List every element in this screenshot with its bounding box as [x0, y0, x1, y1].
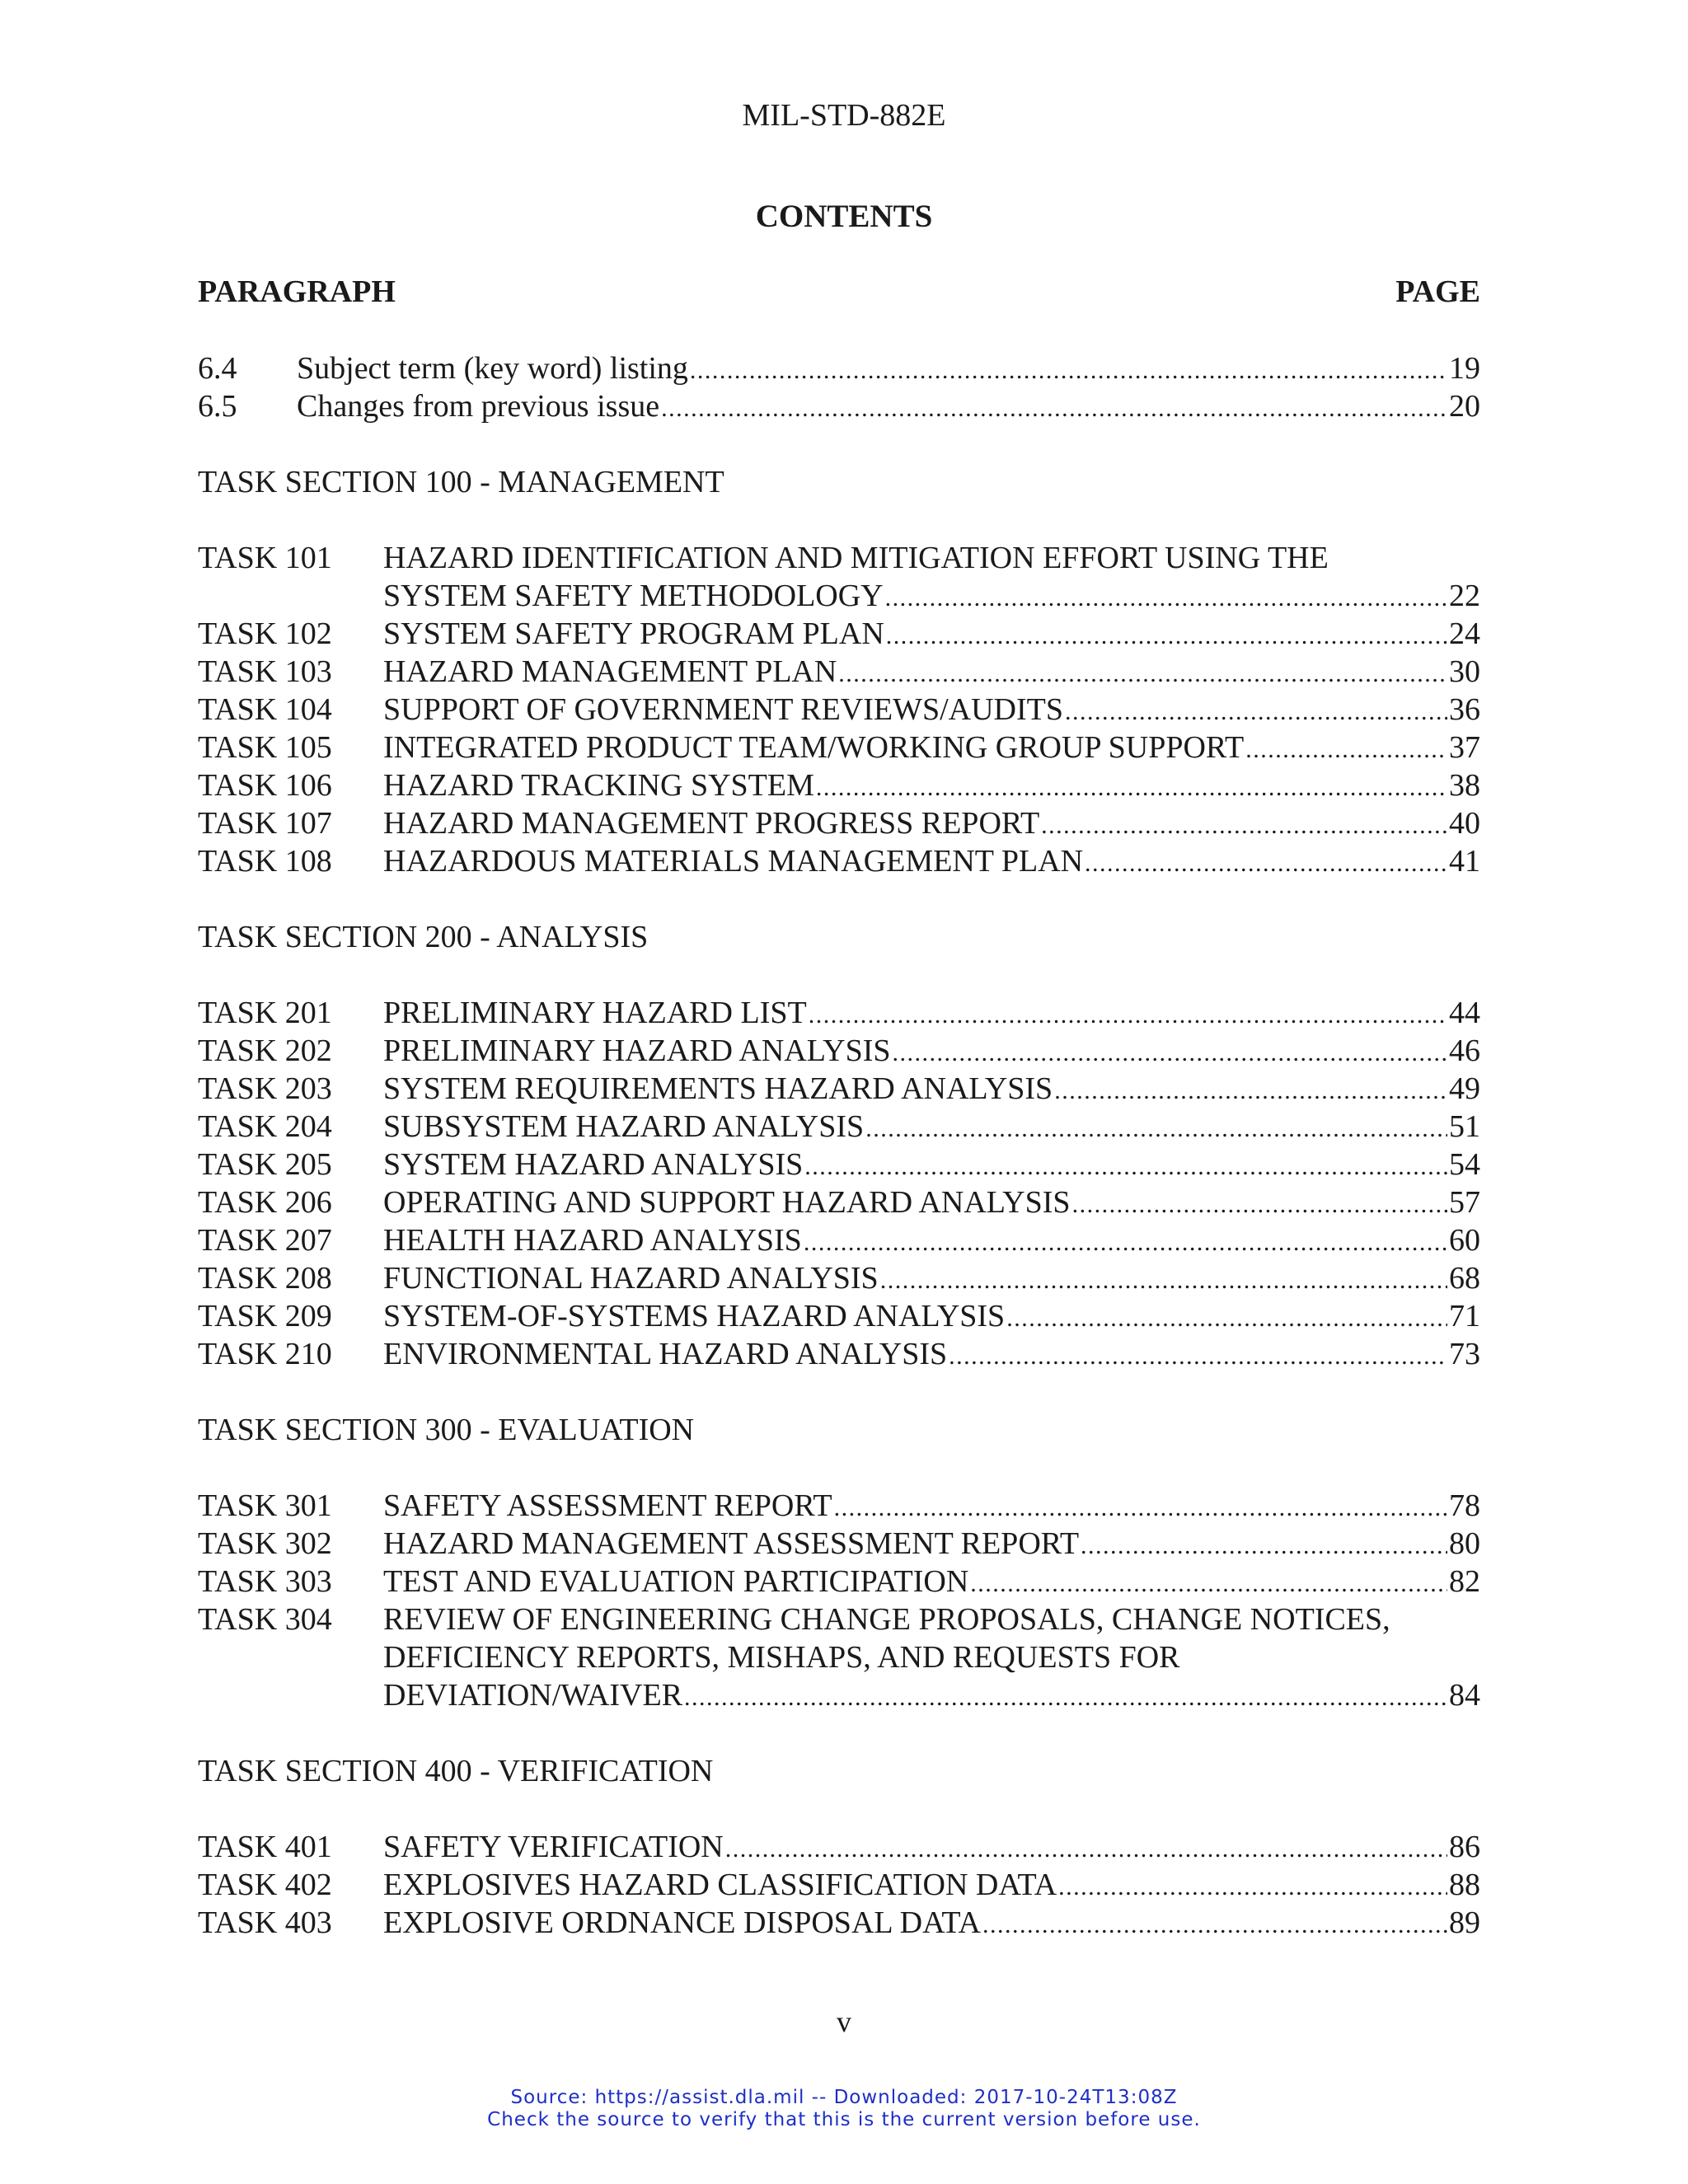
- entry-body: [383, 1259, 1480, 1300]
- document-id-header: MIL-STD-882E: [742, 98, 946, 133]
- toc-entry: [198, 1676, 1480, 1714]
- entry-page: 44: [1449, 996, 1480, 1030]
- dot-leader: [1085, 845, 1447, 883]
- entry-body: [383, 1146, 1480, 1186]
- entry-title: SAFETY VERIFICATION: [383, 1830, 724, 1864]
- entry-title: EXPLOSIVE ORDNANCE DISPOSAL DATA: [383, 1905, 981, 1940]
- entry-page: 82: [1449, 1564, 1480, 1599]
- dot-leader: [1072, 1186, 1447, 1224]
- entry-number: TASK 105: [198, 730, 332, 765]
- dot-leader: [838, 655, 1447, 693]
- toc-entry: [198, 691, 1480, 729]
- entry-body: [383, 539, 1480, 577]
- toc-entry: [198, 349, 1480, 387]
- toc-entry: [198, 842, 1480, 880]
- entry-body: [383, 1108, 1480, 1148]
- section-heading: TASK SECTION 200 - ANALYSIS: [198, 920, 649, 954]
- entry-number: TASK 202: [198, 1033, 332, 1068]
- toc-entry: [198, 1070, 1480, 1108]
- entry-page: 37: [1449, 730, 1480, 765]
- entry-body: [383, 1828, 1480, 1868]
- entry-title: HAZARD MANAGEMENT PLAN: [383, 654, 837, 689]
- dot-leader: [865, 1110, 1447, 1148]
- entry-title: SUBSYSTEM HAZARD ANALYSIS: [383, 1109, 865, 1144]
- dot-leader: [816, 769, 1447, 807]
- entry-number: TASK 203: [198, 1071, 332, 1106]
- entry-title: OPERATING AND SUPPORT HAZARD ANALYSIS: [383, 1185, 1071, 1220]
- entry-number: TASK 206: [198, 1185, 332, 1220]
- dot-leader: [684, 1679, 1447, 1717]
- dot-leader: [809, 996, 1447, 1034]
- entry-title: HAZARD MANAGEMENT ASSESSMENT REPORT: [383, 1526, 1080, 1561]
- entry-page: 84: [1449, 1678, 1480, 1713]
- page-number: v: [837, 2005, 851, 2038]
- entry-title: SUPPORT OF GOVERNMENT REVIEWS/AUDITS: [383, 692, 1063, 727]
- entry-body: [383, 1297, 1480, 1338]
- entry-number: TASK 304: [198, 1602, 332, 1637]
- entry-body: [383, 842, 1480, 883]
- entry-page: 73: [1449, 1337, 1480, 1371]
- page-title: CONTENTS: [755, 199, 933, 234]
- dot-leader: [804, 1224, 1447, 1262]
- entry-body: [383, 577, 1480, 617]
- entry-page: 20: [1449, 389, 1480, 424]
- entry-page: 60: [1449, 1223, 1480, 1258]
- entry-title: FUNCTIONAL HAZARD ANALYSIS: [383, 1261, 879, 1296]
- toc-entry: [198, 1108, 1480, 1146]
- entry-body: [383, 1032, 1480, 1072]
- toc-entry: [198, 1828, 1480, 1866]
- entry-title: INTEGRATED PRODUCT TEAM/WORKING GROUP SUPPORT: [383, 730, 1245, 765]
- entry-title: HAZARDOUS MATERIALS MANAGEMENT PLAN: [383, 844, 1084, 879]
- dot-leader: [1058, 1868, 1447, 1906]
- entry-title: HAZARD TRACKING SYSTEM: [383, 768, 814, 803]
- dot-leader: [1041, 807, 1447, 845]
- entry-title: Changes from previous issue: [297, 389, 660, 424]
- entry-page: 38: [1449, 768, 1480, 803]
- entry-body: [383, 1525, 1480, 1565]
- dot-leader: [949, 1338, 1447, 1376]
- entry-title: SYSTEM SAFETY PROGRAM PLAN: [383, 616, 884, 651]
- source-notice-line-1: Source: https://assist.dla.mil -- Downloaded: 2017-10-24T13:08Z: [510, 2087, 1178, 2108]
- entry-title: HEALTH HAZARD ANALYSIS: [383, 1223, 802, 1258]
- entry-body: [383, 1183, 1480, 1224]
- dot-leader: [690, 352, 1447, 390]
- dot-leader: [804, 1148, 1447, 1186]
- dot-leader: [834, 1489, 1447, 1527]
- entry-title: ENVIRONMENTAL HAZARD ANALYSIS: [383, 1337, 948, 1371]
- entry-page: 22: [1449, 579, 1480, 613]
- entry-page: 86: [1449, 1830, 1480, 1864]
- entry-page: 88: [1449, 1868, 1480, 1902]
- entry-page: 54: [1449, 1147, 1480, 1182]
- entry-body: [383, 1601, 1480, 1638]
- entry-body: [383, 729, 1480, 769]
- entry-title: PRELIMINARY HAZARD LIST: [383, 996, 807, 1030]
- entry-title: SYSTEM-OF-SYSTEMS HAZARD ANALYSIS: [383, 1299, 1006, 1333]
- dot-leader: [1065, 693, 1447, 731]
- toc-entry: [198, 1866, 1480, 1904]
- entry-body: [383, 1221, 1480, 1262]
- entry-number: TASK 210: [198, 1337, 332, 1371]
- dot-leader: [1006, 1300, 1447, 1338]
- entry-number: TASK 204: [198, 1109, 332, 1144]
- entry-title: PRELIMINARY HAZARD ANALYSIS: [383, 1033, 891, 1068]
- table-of-contents: [198, 349, 1480, 1942]
- entry-number: TASK 103: [198, 654, 332, 689]
- entry-page: 36: [1449, 692, 1480, 727]
- entry-body: [383, 1487, 1480, 1527]
- entry-number: TASK 104: [198, 692, 332, 727]
- entry-body: [383, 1335, 1480, 1376]
- toc-entry: [198, 729, 1480, 766]
- entry-number: TASK 209: [198, 1299, 332, 1333]
- entry-body: [383, 1866, 1480, 1906]
- toc-entry: [198, 1335, 1480, 1373]
- dot-leader: [970, 1565, 1447, 1603]
- entry-number: TASK 102: [198, 616, 332, 651]
- toc-entry: [198, 804, 1480, 842]
- dot-leader: [885, 579, 1447, 617]
- entry-number: TASK 303: [198, 1564, 332, 1599]
- entry-number: TASK 205: [198, 1147, 332, 1182]
- entry-title-line: REVIEW OF ENGINEERING CHANGE PROPOSALS, CHANGE NOTICES,: [383, 1602, 1390, 1637]
- entry-number: TASK 208: [198, 1261, 332, 1296]
- dot-leader: [1054, 1072, 1447, 1110]
- entry-page: 24: [1449, 616, 1480, 651]
- entry-title: SYSTEM REQUIREMENTS HAZARD ANALYSIS: [383, 1071, 1053, 1106]
- toc-entry: [198, 1904, 1480, 1942]
- dot-leader: [880, 1262, 1447, 1300]
- entry-body: [383, 1904, 1480, 1944]
- toc-entry: [198, 1032, 1480, 1070]
- entry-body: [383, 766, 1480, 807]
- entry-page: 57: [1449, 1185, 1480, 1220]
- toc-entry: [198, 615, 1480, 653]
- entry-page: 68: [1449, 1261, 1480, 1296]
- dot-leader: [725, 1830, 1447, 1868]
- entry-number: TASK 401: [198, 1830, 332, 1864]
- entry-title: EXPLOSIVES HAZARD CLASSIFICATION DATA: [383, 1868, 1057, 1902]
- entry-title: SAFETY ASSESSMENT REPORT: [383, 1488, 832, 1523]
- paragraph-column-heading: PARAGRAPH: [198, 274, 396, 309]
- dot-leader: [661, 390, 1447, 428]
- dot-leader: [1245, 731, 1447, 769]
- entry-title: HAZARD MANAGEMENT PROGRESS REPORT: [383, 806, 1040, 841]
- entry-body: [383, 615, 1480, 655]
- toc-entry: [198, 1487, 1480, 1525]
- entry-number: TASK 101: [198, 541, 332, 575]
- toc-entry: [198, 653, 1480, 691]
- toc-entry-continued: [198, 539, 1480, 577]
- entry-number: TASK 106: [198, 768, 332, 803]
- toc-entry: [198, 1221, 1480, 1259]
- entry-body: [297, 349, 1480, 390]
- page-column-heading: PAGE: [1395, 274, 1480, 309]
- toc-entry: [198, 1183, 1480, 1221]
- toc-entry: [198, 387, 1480, 425]
- toc-entry: [198, 1259, 1480, 1297]
- entry-page: 51: [1449, 1109, 1480, 1144]
- section-heading: TASK SECTION 300 - EVALUATION: [198, 1413, 695, 1447]
- entry-page: 41: [1449, 844, 1480, 879]
- entry-page: 49: [1449, 1071, 1480, 1106]
- dot-leader: [893, 1034, 1448, 1072]
- toc-entry-continued: [198, 1601, 1480, 1638]
- entry-number: TASK 302: [198, 1526, 332, 1561]
- entry-title: SYSTEM HAZARD ANALYSIS: [383, 1147, 804, 1182]
- entry-page: 46: [1449, 1033, 1480, 1068]
- entry-body: [383, 1563, 1480, 1603]
- entry-body: [383, 1070, 1480, 1110]
- entry-page: 40: [1449, 806, 1480, 841]
- entry-number: 6.4: [198, 351, 237, 386]
- entry-body: [383, 653, 1480, 693]
- entry-number: TASK 201: [198, 996, 332, 1030]
- entry-title-line: DEFICIENCY REPORTS, MISHAPS, AND REQUESTS FOR: [383, 1640, 1180, 1675]
- toc-entry: [198, 766, 1480, 804]
- entry-number: TASK 402: [198, 1868, 332, 1902]
- source-notice-line-2: Check the source to verify that this is the current version before use.: [487, 2109, 1201, 2130]
- entry-body: [383, 994, 1480, 1034]
- entry-page: 80: [1449, 1526, 1480, 1561]
- entry-page: 71: [1449, 1299, 1480, 1333]
- entry-title: TEST AND EVALUATION PARTICIPATION: [383, 1564, 969, 1599]
- toc-entry: [198, 1525, 1480, 1563]
- entry-body: [383, 804, 1480, 845]
- toc-entry: [198, 577, 1480, 615]
- dot-leader: [982, 1906, 1447, 1944]
- entry-body: [383, 691, 1480, 731]
- dot-leader: [886, 617, 1447, 655]
- entry-number: TASK 108: [198, 844, 332, 879]
- toc-entry: [198, 1146, 1480, 1183]
- section-heading: TASK SECTION 100 - MANAGEMENT: [198, 465, 724, 499]
- entry-body: [383, 1638, 1480, 1676]
- toc-entry: [198, 994, 1480, 1032]
- entry-number: TASK 301: [198, 1488, 332, 1523]
- entry-page: 30: [1449, 654, 1480, 689]
- entry-title: DEVIATION/WAIVER: [383, 1678, 683, 1713]
- entry-number: TASK 107: [198, 806, 332, 841]
- entry-body: [383, 1676, 1480, 1717]
- entry-title: Subject term (key word) listing: [297, 351, 688, 386]
- entry-number: 6.5: [198, 389, 237, 424]
- section-heading: TASK SECTION 400 - VERIFICATION: [198, 1754, 714, 1788]
- entry-number: TASK 207: [198, 1223, 332, 1258]
- entry-title-line: HAZARD IDENTIFICATION AND MITIGATION EFFORT USING THE: [383, 541, 1329, 575]
- toc-entry: [198, 1563, 1480, 1601]
- toc-entry: [198, 1297, 1480, 1335]
- dot-leader: [1081, 1527, 1447, 1565]
- source-notice: [0, 2087, 1688, 2131]
- entry-page: 19: [1449, 351, 1480, 386]
- entry-body: [297, 387, 1480, 428]
- entry-title: SYSTEM SAFETY METHODOLOGY: [383, 579, 884, 613]
- entry-page: 89: [1449, 1905, 1480, 1940]
- entry-page: 78: [1449, 1488, 1480, 1523]
- toc-entry-continued: [198, 1638, 1480, 1676]
- entry-number: TASK 403: [198, 1905, 332, 1940]
